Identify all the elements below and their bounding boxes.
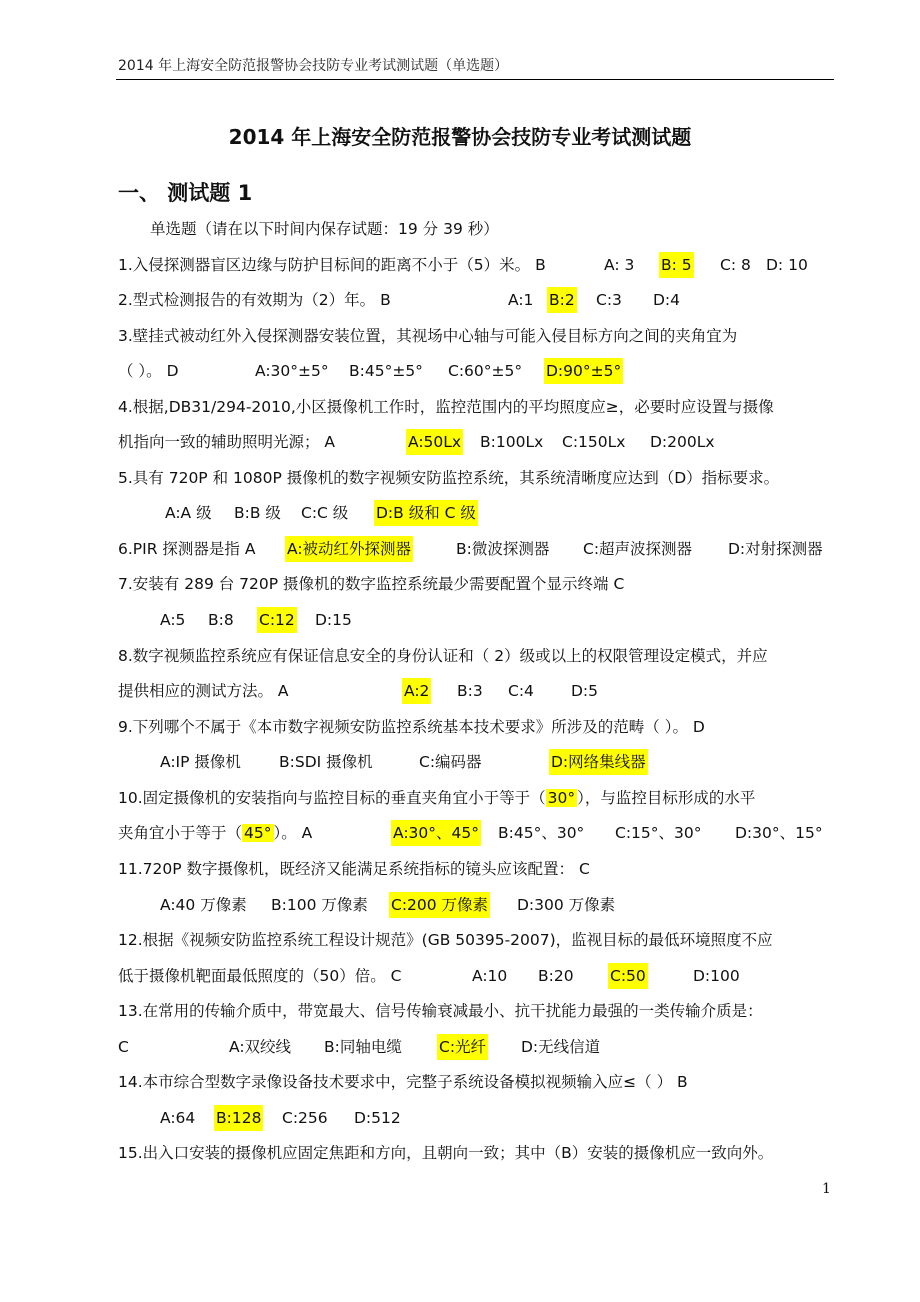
option-d: D:无线信道	[521, 1038, 601, 1056]
option-a-answer: A:50Lx	[406, 429, 463, 455]
page-title: 2014 年上海安全防范报警协会技防专业考试测试题	[228, 125, 692, 149]
option-d-answer: D:90°±5°	[544, 358, 623, 384]
option-c: C:256	[282, 1109, 328, 1127]
question-text: 提供相应的测试方法。 A	[118, 682, 289, 700]
option-c: C:4	[508, 682, 534, 700]
question-text: （ ）。 D	[118, 362, 179, 380]
question-8-line-1: 8.数字视频监控系统应有保证信息安全的身份认证和（ 2）级或以上的权限管理设定模式，并应	[118, 647, 768, 665]
question-text: 6.PIR 探测器是指 A	[118, 540, 256, 558]
option-b-answer: B:128	[214, 1105, 263, 1131]
option-a: A:5	[160, 611, 186, 629]
option-c: C:编码器	[419, 753, 482, 771]
option-c: C: 8	[720, 256, 751, 274]
option-b: B:B 级	[234, 504, 281, 522]
option-d-answer: D:B 级和 C 级	[374, 500, 478, 526]
option-b: B:8	[208, 611, 234, 629]
running-header: 2014 年上海安全防范报警协会技防专业考试测试题（单选题）	[118, 58, 509, 74]
option-a: A:10	[472, 967, 508, 985]
option-c-answer: C:200 万像素	[389, 892, 490, 918]
option-c: C:60°±5°	[448, 362, 523, 380]
question-11-line-1: 11.720P 数字摄像机，既经济又能满足系统指标的镜头应该配置： C	[118, 860, 590, 878]
option-d: D:对射探测器	[728, 540, 823, 558]
option-d: D:4	[653, 291, 681, 309]
option-b: B:100 万像素	[271, 896, 368, 914]
question-text: 夹角宜小于等于（	[118, 824, 243, 842]
question-9-line-1: 9.下列哪个不属于《本市数字视频安防监控系统基本技术要求》所涉及的范畴（ ）。 D	[118, 718, 705, 736]
option-b: B:45°、30°	[498, 824, 585, 842]
answer-highlight: 30°	[547, 789, 576, 807]
option-d: D:512	[354, 1109, 401, 1127]
option-c-answer: C:12	[257, 607, 297, 633]
option-b-answer: B:2	[547, 287, 577, 313]
question-7-line-1: 7.安装有 289 台 720P 摄像机的数字监控系统最少需要配置个显示终端 C	[118, 575, 625, 593]
question-text: 低于摄像机靶面最低照度的（50）倍。 C	[118, 967, 402, 985]
question-text: 机指向一致的辅助照明光源； A	[118, 433, 336, 451]
option-b: B:3	[457, 682, 483, 700]
page-number: 1	[822, 1181, 831, 1197]
option-a: A:30°±5°	[255, 362, 329, 380]
question-text: C	[118, 1038, 129, 1056]
question-4-line-1: 4.根据,DB31/294-2010,小区摄像机工作时，监控范围内的平均照度应≥，必要时应设置与摄像	[118, 398, 774, 416]
header-rule	[116, 79, 834, 80]
option-d-answer: D:网络集线器	[549, 749, 648, 775]
option-a: A: 3	[604, 256, 635, 274]
question-12-line-1: 12.根据《视频安防监控系统工程设计规范》(GB 50395-2007)，监视目标的最低环境照度不应	[118, 931, 773, 949]
option-d: D: 10	[766, 256, 808, 274]
option-b: B:100Lx	[480, 433, 544, 451]
option-c: C:3	[596, 291, 622, 309]
option-c-answer: C:光纤	[437, 1034, 488, 1060]
question-text: ），与监控目标形成的水平	[577, 789, 756, 807]
option-d: D:100	[693, 967, 740, 985]
option-a: A:IP 摄像机	[160, 753, 241, 771]
question-text: 2.型式检测报告的有效期为（2）年。 B	[118, 291, 391, 309]
option-d: D:15	[315, 611, 352, 629]
option-b-answer: B: 5	[659, 252, 694, 278]
option-c: C:15°、30°	[615, 824, 702, 842]
option-d: D:300 万像素	[517, 896, 616, 914]
question-text: ）。 A	[273, 824, 313, 842]
option-b: B:SDI 摄像机	[279, 753, 373, 771]
option-c: C:超声波探测器	[583, 540, 693, 558]
option-b: B:微波探测器	[456, 540, 550, 558]
option-b: B:45°±5°	[349, 362, 423, 380]
option-c: C:150Lx	[562, 433, 626, 451]
option-a-answer: A:30°、45°	[391, 820, 481, 846]
option-a-answer: A:2	[402, 678, 431, 704]
question-text: 1.入侵探测器盲区边缘与防护目标间的距离不小于（5）米。 B	[118, 256, 546, 274]
question-14-line-1: 14.本市综合型数字录像设备技术要求中，完整子系统设备模拟视频输入应≤（ ） B	[118, 1073, 688, 1091]
option-a: A:A 级	[165, 504, 212, 522]
option-b: B:20	[538, 967, 574, 985]
option-c: C:C 级	[301, 504, 349, 522]
option-a: A:1	[508, 291, 534, 309]
option-d: D:200Lx	[650, 433, 715, 451]
option-a: A:双绞线	[229, 1038, 292, 1056]
section-heading: 一、 测试题 1	[118, 181, 253, 205]
question-3-line-1: 3.壁挂式被动红外入侵探测器安装位置，其视场中心轴与可能入侵目标方向之间的夹角宜为	[118, 327, 738, 345]
option-b: B:同轴电缆	[324, 1038, 402, 1056]
answer-highlight: 45°	[244, 824, 272, 842]
option-c-answer: C:50	[608, 963, 648, 989]
option-a: A:64	[160, 1109, 196, 1127]
question-5-line-1: 5.具有 720P 和 1080P 摄像机的数字视频安防监控系统，其系统清晰度应达到（D）指标要求。	[118, 469, 780, 487]
question-15-line-1: 15.出入口安装的摄像机应固定焦距和方向，且朝向一致；其中（B）安装的摄像机应一致向外。	[118, 1144, 774, 1162]
intro-text: 单选题（请在以下时间内保存试题：19 分 39 秒）	[150, 220, 499, 238]
question-text: 10.固定摄像机的安装指向与监控目标的垂直夹角宜小于等于（	[118, 789, 546, 807]
option-d: D:30°、15°	[735, 824, 823, 842]
question-13-line-1: 13.在常用的传输介质中，带宽最大、信号传输衰减最小、抗干扰能力最强的一类传输介质是：	[118, 1002, 763, 1020]
option-d: D:5	[571, 682, 599, 700]
question-10-line-1	[118, 785, 755, 811]
question-text-wrap	[118, 820, 312, 846]
option-a-answer: A:被动红外探测器	[285, 536, 413, 562]
option-a: A:40 万像素	[160, 896, 247, 914]
